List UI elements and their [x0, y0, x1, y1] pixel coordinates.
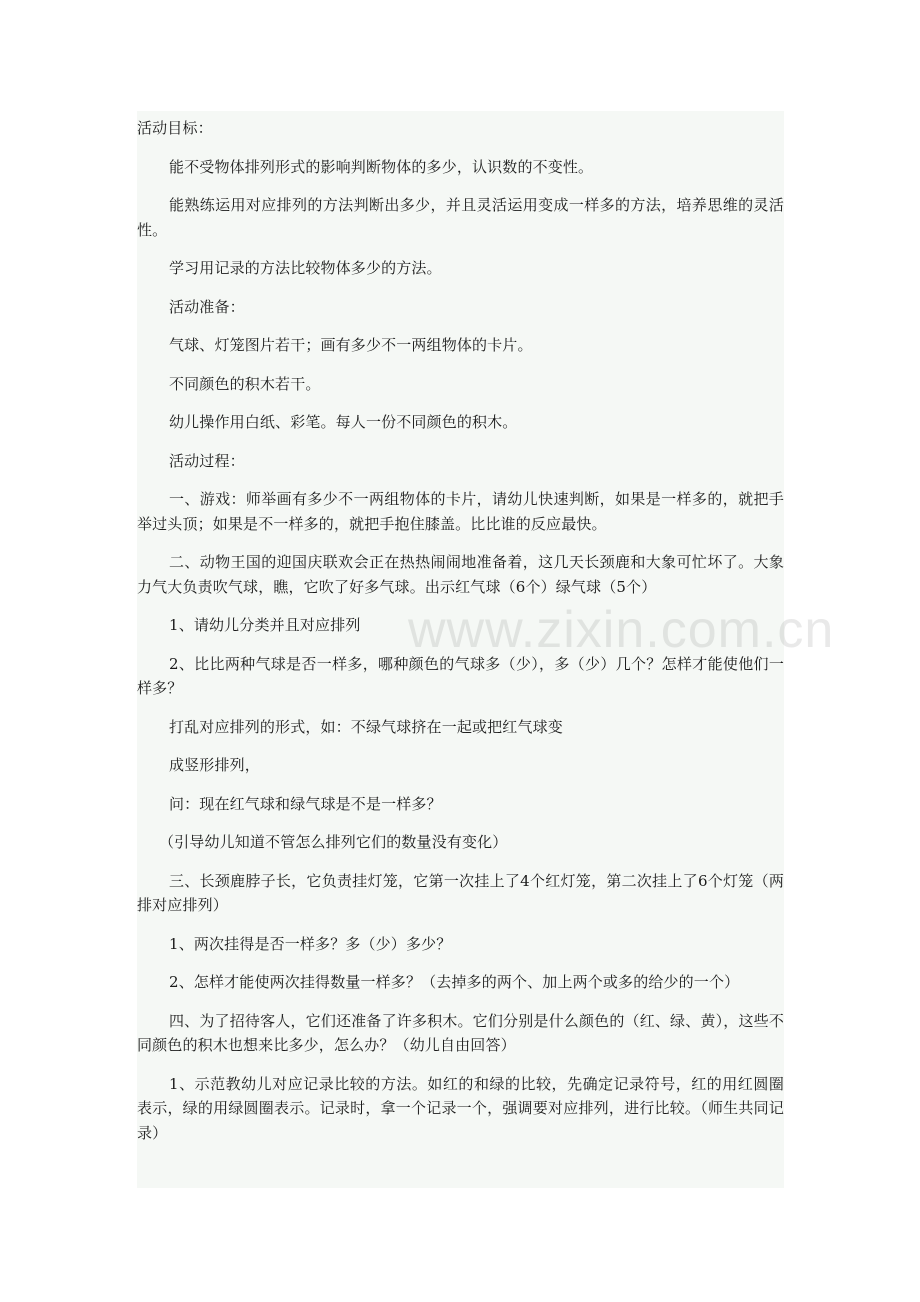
process-step-4: 四、为了招待客人，它们还准备了许多积木。它们分别是什么颜色的（红、绿、黄），这些不同颜色的积木也想来比多少，怎么办？（幼儿自由回答）	[137, 1011, 784, 1054]
document-body	[137, 116, 784, 1159]
process-step-2-sub-2: 2、比比两种气球是否一样多，哪种颜色的气球多（少），多（少）几个？怎样才能使他们一样多？	[137, 654, 784, 697]
goal-item-3: 学习用记录的方法比较物体多少的方法。	[169, 259, 442, 277]
preparation-item-3: 幼儿操作用白纸、彩笔。每人一份不同颜色的积木。	[169, 413, 518, 431]
process-step-2-note-1: 打乱对应排列的形式，如：不绿气球挤在一起或把红气球变	[169, 717, 563, 736]
heading-activity-preparation: 活动准备：	[169, 297, 245, 316]
process-step-2-guidance: （引导幼儿知道不管怎么排列它们的数量没有变化）	[159, 833, 508, 851]
preparation-item-2: 不同颜色的积木若干。	[169, 374, 321, 393]
process-step-4-sub-1: 1、示范教幼儿对应记录比较的方法。如红的和绿的比较，先确定记录符号，红的用红圆圈表示，绿的用绿圆圈表示。记录时，拿一个记录一个，强调要对应排列，进行比较。（师生共同记录）	[137, 1074, 784, 1142]
heading-activity-goals: 活动目标：	[137, 119, 213, 137]
process-step-3-sub-1: 1、两次挂得是否一样多？多（少）多少？	[169, 934, 452, 953]
process-step-3: 三、长颈鹿脖子长，它负责挂灯笼，它第一次挂上了4个红灯笼，第二次挂上了6个灯笼（两排对应排列）	[137, 871, 784, 914]
process-step-2-sub-1: 1、请幼儿分类并且对应排列	[169, 616, 361, 634]
goal-item-1: 能不受物体排列形式的影响判断物体的多少，认识数的不变性。	[169, 157, 594, 176]
process-step-2-note-2: 成竖形排列，	[169, 756, 260, 774]
process-step-2-question: 问：现在红气球和绿气球是不是一样多？	[169, 794, 442, 813]
process-step-3-sub-2: 2、怎样才能使两次挂得数量一样多？（去掉多的两个、加上两个或多的给少的一个）	[169, 973, 740, 991]
process-step-1: 一、游戏：师举画有多少不一两组物体的卡片，请幼儿快速判断，如果是一样多的，就把手举过头顶；如果是不一样多的，就把手抱住膝盖。比比谁的反应最快。	[137, 490, 784, 533]
heading-activity-process: 活动过程：	[169, 451, 245, 470]
goal-item-2: 能熟练运用对应排列的方法判断出多少，并且灵活运用变成一样多的方法，培养思维的灵活性。	[137, 196, 784, 239]
process-step-2: 二、动物王国的迎国庆联欢会正在热热闹闹地准备着，这几天长颈鹿和大象可忙坏了。大象力气大负责吹气球，瞧，它吹了好多气球。出示红气球（6个）绿气球（5个）	[137, 553, 784, 596]
preparation-item-1: 气球、灯笼图片若干；画有多少不一两组物体的卡片。	[169, 336, 533, 354]
